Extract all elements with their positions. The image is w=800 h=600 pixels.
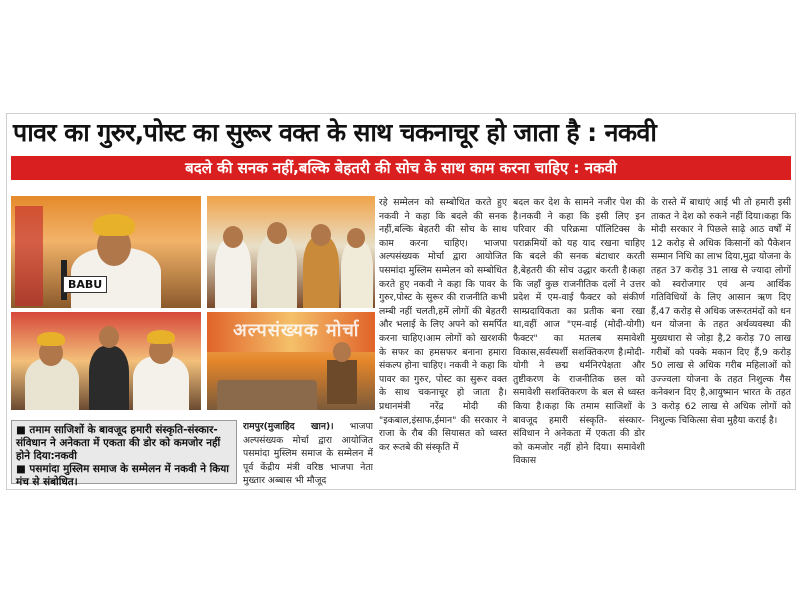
backdrop-flag	[15, 206, 43, 306]
subheadline-bar: बदले की सनक नहीं,बल्कि बेहतरी की सोच के साथ काम करना चाहिए : नकवी	[11, 156, 791, 180]
person-figure	[133, 356, 189, 410]
person-head	[311, 224, 331, 246]
article-column-4: के रास्ते में बाधाएं आई भी तो हमारी इसी ताकत ने देश को रुकने नहीं दिया।कहा कि मोदी सरकार ने पिछले साढ़े आठ वर्षों में 12 करोड़ से अधिक किसानों को पैकेशन सम्मान निधि का लाभ दिया,मुद्रा योजना के तहत 37 करोड़ 31 लाख से ज्यादा लोगों को स्वरोजगार एवं अन्य आर्थिक गतिविधियों के लिए आसान ऋण दिए हैं,47 करोड़ से अधिक जरूरतमंदों को धन धन योजना के तहत अर्थव्यवस्था की मुख्यधारा से जोड़ा है,2 करोड़ 70 लाख गरीबों को पक्के मकान दिए हैं,9 करोड़ 50 लाख से अधिक गरीब महिलाओं को उज्ज्वला योजना के तहत निशुल्क गैस कनेक्शन दिए है,आयुष्मान भारत के तहत 3 करोड़ 62 लाख से अधिक लोगों को निशुल्क चिकित्सा सेवा मुहैया कराई है।	[651, 197, 791, 426]
person-figure	[303, 236, 339, 308]
headline: पावर का गुरुर,पोस्ट का सुरूर वक्त के साथ चकनाचूर हो जाता है : नकवी	[13, 118, 657, 147]
person-head	[347, 228, 365, 248]
dateline: रामपुर(मुजाहिद खान)।	[243, 421, 334, 432]
person-head	[99, 326, 119, 348]
person-figure	[215, 238, 251, 308]
caption-line-1: ■ तमाम साजिशों के बावजूद हमारी संस्कृति-संस्कार-संविधान ने अनेकता में एकता की डोर को कमजोर नहीं होने दिया:नकवी	[16, 424, 221, 462]
photo-caption	[11, 420, 237, 488]
person-head	[267, 222, 287, 244]
article-column-3: बदल कर देश के सामने नजीर पेश की है।नकवी ने कहा कि इसी लिए इन परिवार की परिक्रमा पॉलिटिक्स के पराक्रमियों को यह याद रखना चाहिए कि बदले की सनक बंटाधार करती है,बेहतरी की सोच उद्धार करती है।कहा कि जहाँ कुछ राजनीतिक दलों ने उत्तर प्रदेश में एम-वाई फैक्टर को संकीर्ण साम्प्रदायिकता का प्रतीक बना रखा था,वहीं आज "एम-वाई (मोदी-योगी) फैक्टर" का मतलब समावेशी विकास,सर्वस्पर्शी सशक्तिकरण है।मोदी-योगी ने छद्म धर्मनिरपेक्षता और तुष्टीकरण के राजनीतिक छल को समावेशी सशक्तिकरण के बल से ध्वस्त किया है।कहा कि तमाम साजिशों के बावजूद हमारी संस्कृति- संस्कार- संविधान ने अनेकता में एकता की डोर को कमजोर नहीं होने दिया। समावेशी विकास	[513, 197, 645, 467]
person-turban	[147, 330, 175, 344]
article-column-1	[243, 420, 373, 486]
article-intro: भाजपा अल्पसंख्यक मोर्चा द्वारा आयोजित पसमांदा मुस्लिम समाज के सम्मेलन में पूर्व केंद्रीय मंत्री वरिष्ठ भाजपा नेता मुख्तार अब्बास भी मौजूद	[243, 421, 373, 486]
newspaper-clipping	[6, 113, 796, 490]
person-figure	[89, 346, 129, 410]
mic-label: BABU	[63, 276, 107, 293]
photo-seated-leaders	[11, 312, 201, 410]
photo-stage-group	[207, 196, 375, 308]
person-figure	[341, 240, 373, 308]
person-head	[333, 342, 351, 362]
person-turban	[37, 332, 65, 346]
caption-line-2: ■ पसमांदा मुस्लिम समाज के सम्मेलन में नकवी ने किया मंच से संबोधित।	[16, 463, 229, 488]
podium	[327, 360, 357, 404]
article-column-2: रहे सम्मेलन को सम्बोधित करते हुए नकवी ने कहा कि बदले की सनक नहीं,बल्कि बेहतरी की सोच के साथ काम करना चाहिए। भाजपा अल्पसंख्यक मोर्चा द्वारा आयोजित पसमांदा मुस्लिम सम्मेलन को सम्बोधित करते हुए नकवी ने कहा कि पावर के गुरुर,पोस्ट के सुरूर की राजनीति कभी लम्बी नहीं चलती,हमें लोगों की बेहतरी और भलाई के लिए अपने को समर्पित करना चाहिए।आम लोगों को खरशकी के सफर का हमसफर बनाना हमारा संकल्प होना चाहिए। नकवी ने कहा कि पावर का गुरुर, पोस्ट का सुरूर वक्त के साथ चकनाचूर हो जाता है।प्रधानमंत्री नरेंद्र मोदी की "इकबाल,इंसाफ,ईमान" की सरकार ने राजा के रौब की सियासत को ध्वस्त कर रूतबे की संस्कृति में	[379, 197, 507, 453]
audience-row	[217, 380, 317, 410]
speaker-turban	[93, 214, 135, 236]
banner-text: अल्पसंख्यक मोर्चा	[233, 320, 360, 341]
person-figure	[257, 234, 297, 308]
person-head	[223, 226, 243, 248]
